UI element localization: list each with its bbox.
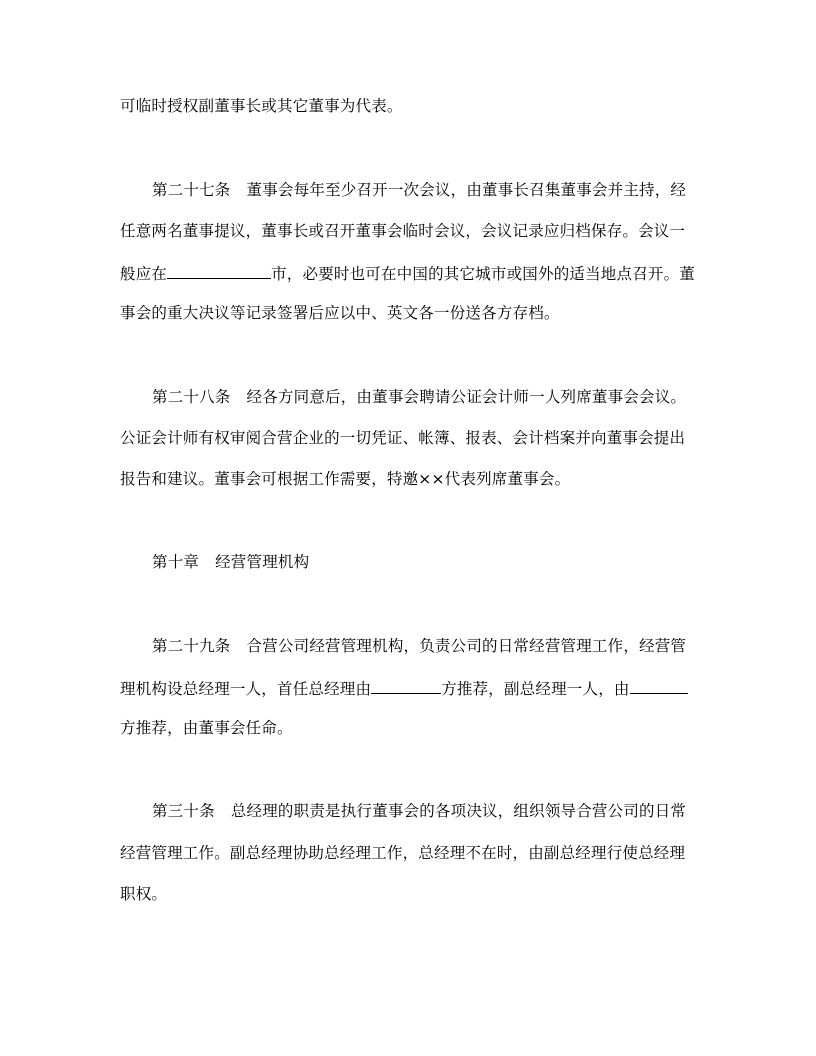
article-29-line-3 xyxy=(120,718,293,738)
article-30-line-3 xyxy=(120,884,167,904)
article-28-line-2 xyxy=(120,428,685,448)
article-30-heading: 第三十条 xyxy=(152,802,215,820)
article-28-line-3 xyxy=(120,469,570,489)
article-30-text: 职权。 xyxy=(120,885,168,903)
article-28-text: 经各方同意后，由董事会聘请公证会计师一人列席董事会会议。 xyxy=(246,388,687,406)
article-27-line-2 xyxy=(120,221,685,241)
article-30-line-1 xyxy=(152,801,686,821)
article-29-line-2 xyxy=(120,677,688,699)
article-29-line-1 xyxy=(152,636,686,656)
article-27-text: 市，必要时也可在中国的其它城市或国外的适当地点召开。董 xyxy=(271,265,696,283)
article-28-text: 公证会计师有权审阅合营企业的一切凭证、帐簿、报表、会计档案并向董事会提出 xyxy=(120,429,686,447)
paragraph-text: 可临时授权副董事长或其它董事为代表。 xyxy=(120,97,403,115)
article-28-line-1 xyxy=(152,387,686,407)
fill-in-blank-deputy-gm-party[interactable] xyxy=(630,677,688,694)
article-29-heading: 第二十九条 xyxy=(152,637,231,655)
article-28-heading: 第二十八条 xyxy=(152,388,231,406)
paragraph-continuation-line xyxy=(120,96,403,116)
article-27-text: 事会的重大决议等记录签署后应以中、英文各一份送各方存档。 xyxy=(120,304,560,322)
article-29-text: 合营公司经营管理机构，负责公司的日常经营管理工作，经营管 xyxy=(246,637,687,655)
article-28-text: 报告和建议。董事会可根据工作需要，特邀××代表列席董事会。 xyxy=(120,470,571,488)
article-27-line-1 xyxy=(152,180,686,200)
fill-in-blank-gm-party[interactable] xyxy=(371,677,441,694)
article-27-line-4 xyxy=(120,303,560,323)
chapter-10-heading-line xyxy=(152,552,309,572)
fill-in-blank-city[interactable] xyxy=(167,262,271,279)
article-29-text: 理机构设总经理一人，首任总经理由 xyxy=(120,680,372,698)
article-27-text: 董事会每年至少召开一次会议，由董事长召集董事会并主持，经 xyxy=(246,181,687,199)
article-30-line-2 xyxy=(120,843,685,863)
article-30-text: 总经理的职责是执行董事会的各项决议，组织领导合营公司的日常 xyxy=(230,802,687,820)
chapter-title: 经营管理机构 xyxy=(215,553,310,571)
chapter-heading: 第十章 xyxy=(152,553,200,571)
article-27-text: 任意两名董事提议，董事长或召开董事会临时会议，会议记录应归档保存。会议一 xyxy=(120,222,686,240)
article-27-text: 般应在 xyxy=(120,265,168,283)
article-29-text: 方推荐，由董事会任命。 xyxy=(120,719,293,737)
article-27-line-3 xyxy=(120,262,695,284)
article-29-text: 方推荐，副总经理一人，由 xyxy=(441,680,630,698)
article-27-heading: 第二十七条 xyxy=(152,181,231,199)
article-30-text: 经营管理工作。副总经理协助总经理工作，总经理不在时，由副总经理行使总经理 xyxy=(120,844,686,862)
